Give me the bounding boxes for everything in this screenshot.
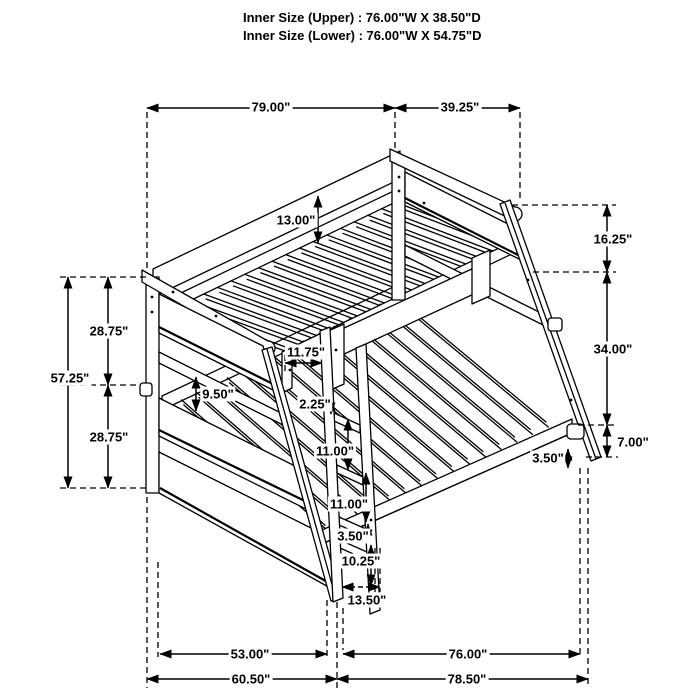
dim-label-right-top: 16.25" xyxy=(593,231,633,247)
dim-label-rung-gap: 3.50" xyxy=(337,528,369,544)
dim-label-left-total: 57.25" xyxy=(50,370,90,386)
dim-label-rung-to-floor: 10.25" xyxy=(341,553,381,569)
dim-label-ladder-opening: 11.75" xyxy=(287,344,325,360)
dim-label-rung-space-2: 11.00" xyxy=(330,496,368,512)
inner-size-upper: Inner Size (Upper) : 76.00"W X 38.50"D xyxy=(243,10,481,25)
dim-label-left-lower: 28.75" xyxy=(89,429,129,445)
inner-size-note xyxy=(243,9,481,45)
dim-label-ladder-width: 13.50" xyxy=(347,592,387,608)
dim-label-bottom-outer-left: 60.50" xyxy=(231,671,271,687)
dim-label-left-gap: 9.50" xyxy=(202,386,234,402)
dim-label-bottom-outer-right: 78.50" xyxy=(447,671,487,687)
dim-label-left-upper: 28.75" xyxy=(89,323,129,339)
dim-label-right-low: 7.00" xyxy=(617,434,649,450)
dim-label-right-clearance: 3.50" xyxy=(532,450,564,466)
dim-label-rung-top-gap: 2.25" xyxy=(299,396,331,412)
dim-label-bottom-inner-right: 76.00" xyxy=(448,646,488,662)
dim-label-rung-space-1: 11.00" xyxy=(316,443,354,459)
dim-label-guard-height: 13.00" xyxy=(276,212,316,228)
dim-label-top-depth: 39.25" xyxy=(440,99,480,115)
dim-label-right-mid: 34.00" xyxy=(593,341,633,357)
dim-label-bottom-inner-left: 53.00" xyxy=(230,646,270,662)
inner-size-lower: Inner Size (Lower) : 76.00"W X 54.75"D xyxy=(243,28,482,43)
dim-label-overall-width: 79.00" xyxy=(251,99,291,115)
